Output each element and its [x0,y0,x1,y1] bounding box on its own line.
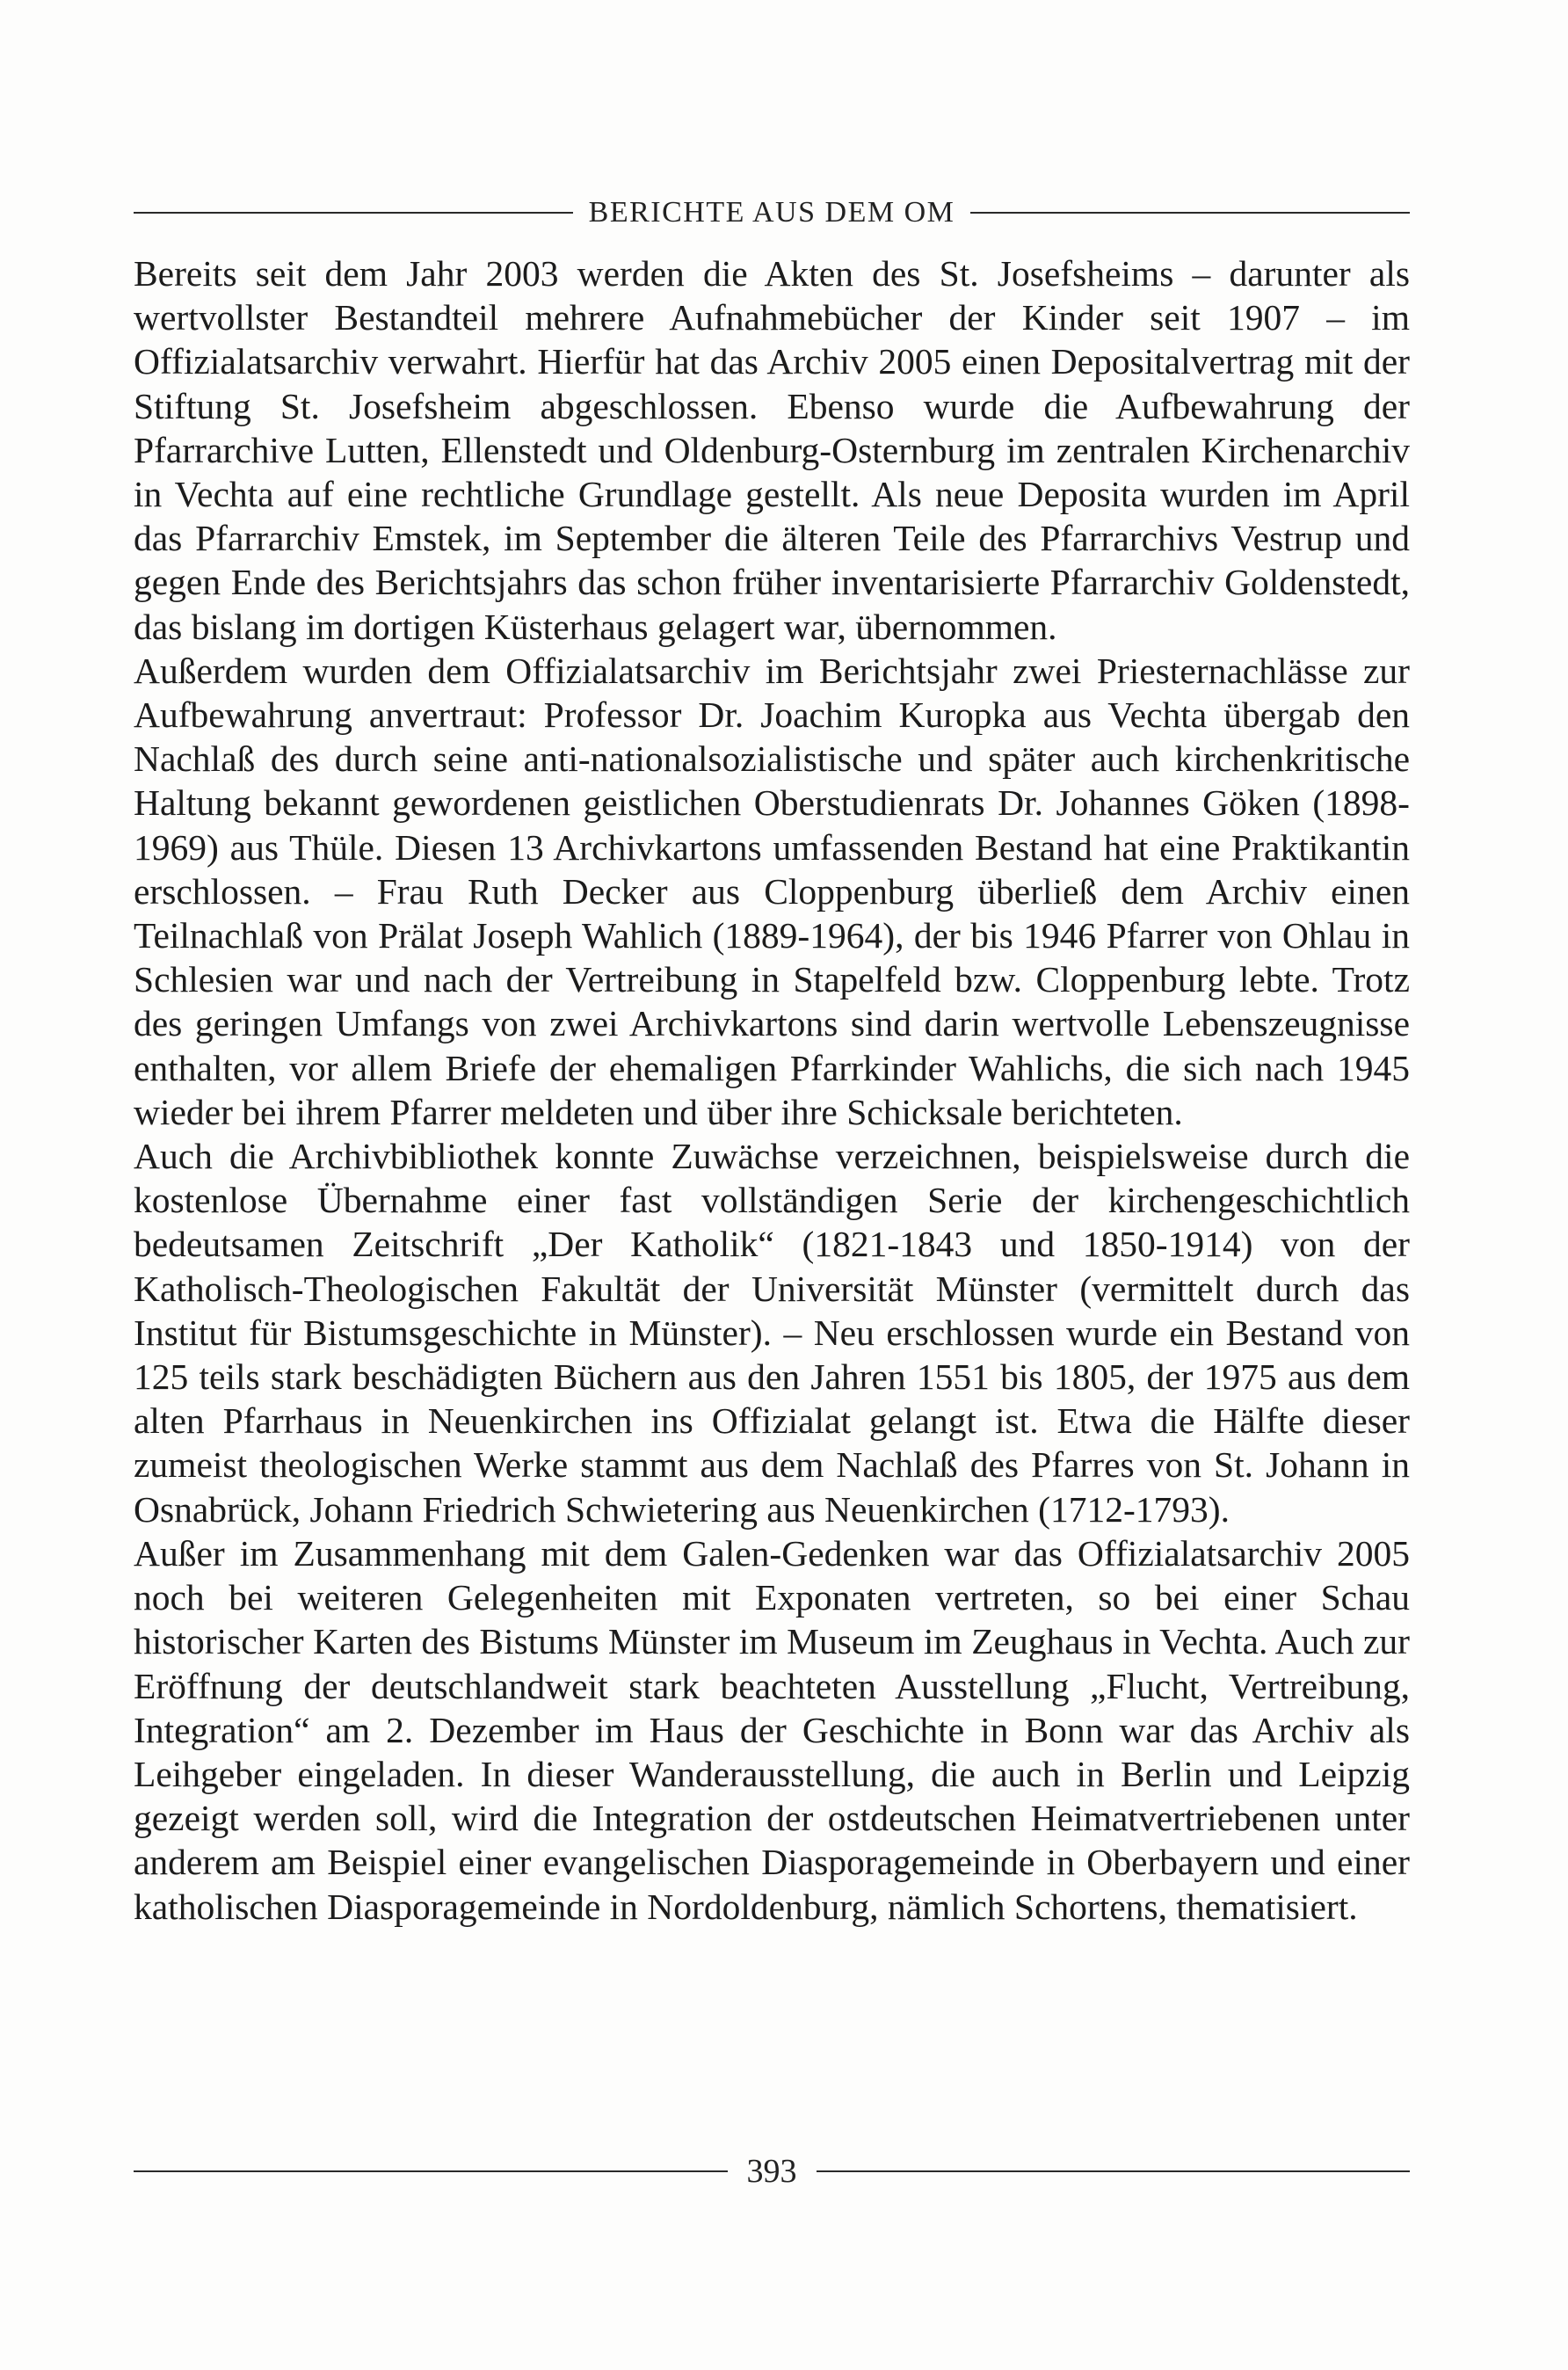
header-rule-left [134,212,573,214]
body-text [134,251,1410,1929]
paragraph-depositals: Bereits seit dem Jahr 2003 werden die Akten des St. Josefsheims – darunter als wertvollster Bestandteil mehrere Aufnahmebücher der Kinder seit 1907 – im Offizialatsarchiv verwahrt. Hierfür hat das Archiv 2005 einen Depositalvertrag mit der Stiftung St. Josefsheim abgeschlossen. Ebenso wurde die Aufbewahrung der Pfarrarchive Lutten, Ellenstedt und Oldenburg-Osternburg im zentralen Kirchenarchiv in Vechta auf eine rechtliche Grundlage gestellt. Als neue Deposita wurden im April das Pfarrarchiv Emstek, im September die älteren Teile des Pfarrarchivs Vestrup und gegen Ende des Berichtsjahrs das schon früher inventarisierte Pfarrarchiv Goldenstedt, das bislang im dortigen Küsterhaus gelagert war, übernommen. [134,253,1410,647]
page-footer [134,2148,1410,2194]
running-title: BERICHTE AUS DEM OM [588,196,955,229]
paragraph-exhibitions: Außer im Zusammenhang mit dem Galen-Gedenken war das Offizialatsarchiv 2005 noch bei weiteren Gelegenheiten mit Exponaten vertreten, so bei einer Schau historischer Karten des Bistums Münster im Museum im Zeughaus in Vechta. Auch zur Eröffnung der deutschlandweit stark beachteten Ausstellung „Flucht, Vertreibung, Integration“ am 2. Dezember im Haus der Geschichte in Bonn war das Archiv als Leihgeber eingeladen. In dieser Wanderausstellung, die auch in Berlin und Leipzig gezeigt werden soll, wird die Integration der ostdeutschen Heimatvertriebenen unter anderem am Beispiel einer evangelischen Diasporagemeinde in Oberbayern und einer katholischen Diasporagemeinde in Nordoldenburg, nämlich Schortens, thematisiert. [134,1532,1410,1927]
header-rule-right [970,212,1410,214]
paragraph-archive-library: Auch die Archivbibliothek konnte Zuwächse verzeichnen, beispielsweise durch die kostenlose Übernahme einer fast vollständigen Serie der kirchengeschichtlich bedeutsamen Zeitschrift „Der Katholik“ (1821-1843 und 1850-1914) von der Katholisch-Theologischen Fakultät der Universität Münster (vermittelt durch das Institut für Bistumsgeschichte in Münster). – Neu erschlossen wurde ein Bestand von 125 teils stark beschädigten Büchern aus den Jahren 1551 bis 1805, der 1975 aus dem alten Pfarrhaus in Neuenkirchen ins Offizialat gelangt ist. Etwa die Hälfte dieser zumeist theologischen Werke stammt aus dem Nachlaß des Pfarres von St. Johann in Osnabrück, Johann Friedrich Schwietering aus Neuenkirchen (1712-1793). [134,1136,1410,1530]
footer-rule-left [134,2170,728,2172]
footer-rule-right [817,2170,1411,2172]
running-header [134,190,1410,236]
page-number: 393 [746,2153,797,2190]
paragraph-priest-estates: Außerdem wurden dem Offizialatsarchiv im Berichtsjahr zwei Priesternachlässe zur Aufbewahrung anvertraut: Professor Dr. Joachim Kuropka aus Vechta übergab den Nachlaß des durch seine anti-nationalsozialistische und später auch kirchenkritische Haltung bekannt gewordenen geistlichen Oberstudienrats Dr. Johannes Göken (1898-1969) aus Thüle. Diesen 13 Archivkartons umfassenden Bestand hat eine Praktikantin erschlossen. – Frau Ruth Decker aus Cloppenburg überließ dem Archiv einen Teilnachlaß von Prälat Joseph Wahlich (1889-1964), der bis 1946 Pfarrer von Ohlau in Schlesien war und nach der Vertreibung in Stapelfeld bzw. Cloppenburg lebte. Trotz des geringen Umfangs von zwei Archivkartons sind darin wertvolle Lebenszeugnisse enthalten, vor allem Briefe der ehemaligen Pfarrkinder Wahlichs, die sich nach 1945 wieder bei ihrem Pfarrer meldeten und über ihre Schicksale berichteten. [134,650,1410,1132]
